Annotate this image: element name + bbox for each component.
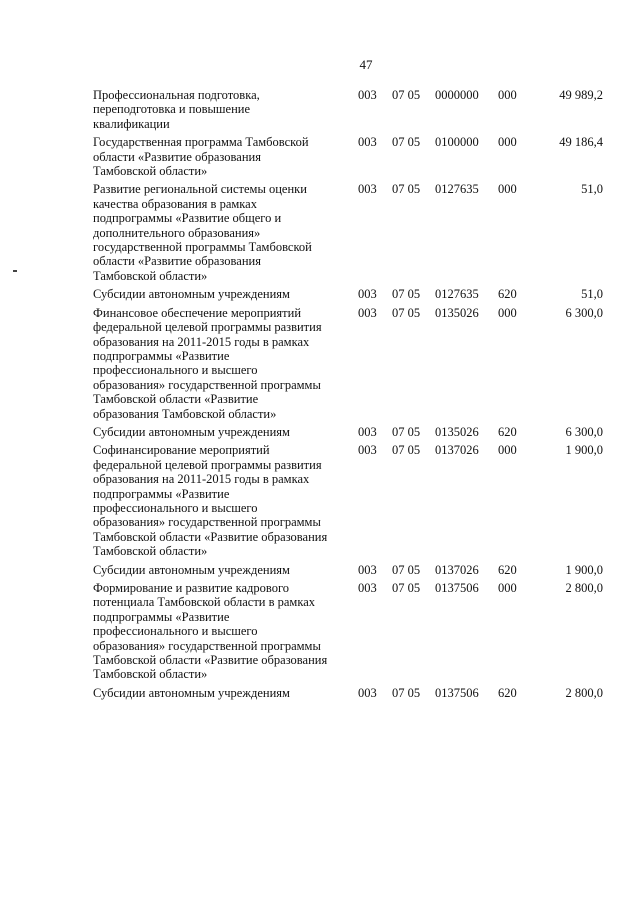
target-article-cell: 0127635 bbox=[435, 182, 479, 197]
ministry-code-cell: 003 bbox=[358, 581, 377, 595]
expense-type-cell: 620 bbox=[498, 287, 517, 302]
expense-type-cell: 620 bbox=[498, 424, 517, 439]
expense-type-cell: 000 bbox=[498, 305, 517, 320]
expense-type-cell: 000 bbox=[498, 88, 517, 102]
target-article-cell: 0135026 bbox=[435, 424, 479, 439]
expense-name-cell: Софинансирование мероприятий федеральной целевой программы развития образования на 2011-2015 годы в рамках подпрограммы «Развитие профессионального и высшего образования» государственной программы Тамбовской области «Развитие образования Тамбовской области» bbox=[93, 443, 328, 559]
margin-mark bbox=[13, 270, 17, 272]
ministry-code-cell: 003 bbox=[358, 305, 377, 320]
ministry-code-cell: 003 bbox=[358, 182, 377, 197]
expense-type-cell: 000 bbox=[498, 443, 517, 458]
expense-type-cell: 000 bbox=[498, 581, 517, 595]
section-code-cell: 07 05 bbox=[392, 135, 421, 150]
section-code-cell: 07 05 bbox=[392, 88, 421, 102]
ministry-code-cell: 003 bbox=[358, 443, 377, 458]
ministry-code-cell: 003 bbox=[358, 287, 377, 302]
amount-cell: 51,0 bbox=[581, 287, 603, 302]
section-code-cell: 07 05 bbox=[392, 581, 421, 595]
target-article-cell: 0137506 bbox=[435, 685, 479, 700]
amount-cell: 49 186,4 bbox=[559, 135, 603, 150]
amount-cell: 2 800,0 bbox=[565, 581, 603, 595]
section-code-cell: 07 05 bbox=[392, 562, 421, 577]
amount-cell: 1 900,0 bbox=[565, 562, 603, 577]
target-article-cell: 0135026 bbox=[435, 305, 479, 320]
ministry-code-cell: 003 bbox=[358, 562, 377, 577]
budget-table bbox=[93, 88, 603, 704]
amount-cell: 6 300,0 bbox=[565, 305, 603, 320]
target-article-cell: 0137506 bbox=[435, 581, 479, 595]
table-row bbox=[93, 563, 603, 577]
expense-type-cell: 000 bbox=[498, 182, 517, 197]
table-row bbox=[93, 581, 603, 682]
ministry-code-cell: 003 bbox=[358, 135, 377, 150]
section-code-cell: 07 05 bbox=[392, 182, 421, 197]
table-row bbox=[93, 425, 603, 439]
table-row bbox=[93, 88, 603, 131]
expense-type-cell: 620 bbox=[498, 562, 517, 577]
expense-name-cell: Развитие региональной системы оценки качества образования в рамках подпрограммы «Развитие общего и дополнительного образования» государственной программы Тамбовской области «Развитие образования Тамбовской области» bbox=[93, 182, 312, 283]
expense-name-cell: Субсидии автономным учреждениям bbox=[93, 562, 290, 577]
amount-cell: 51,0 bbox=[581, 182, 603, 197]
target-article-cell: 0127635 bbox=[435, 287, 479, 302]
table-row bbox=[93, 686, 603, 700]
expense-type-cell: 000 bbox=[498, 135, 517, 150]
amount-cell: 1 900,0 bbox=[565, 443, 603, 458]
expense-type-cell: 620 bbox=[498, 685, 517, 700]
ministry-code-cell: 003 bbox=[358, 685, 377, 700]
page-number: 47 bbox=[359, 57, 373, 72]
section-code-cell: 07 05 bbox=[392, 443, 421, 458]
target-article-cell: 0000000 bbox=[435, 88, 479, 102]
table-row bbox=[93, 135, 603, 178]
section-code-cell: 07 05 bbox=[392, 287, 421, 302]
target-article-cell: 0137026 bbox=[435, 562, 479, 577]
target-article-cell: 0137026 bbox=[435, 443, 479, 458]
expense-name-cell: Субсидии автономным учреждениям bbox=[93, 424, 290, 439]
table-row bbox=[93, 182, 603, 283]
ministry-code-cell: 003 bbox=[358, 88, 377, 102]
expense-name-cell: Формирование и развитие кадрового потенциала Тамбовской области в рамках подпрограммы «Развитие профессионального и высшего образования» государственной программы Тамбовской области «Развитие образования Тамбовской области» bbox=[93, 581, 328, 682]
expense-name-cell: Финансовое обеспечение мероприятий федеральной целевой программы развития образования на 2011-2015 годы в рамках подпрограммы «Развитие профессионального и высшего образования» государственной программы Тамбовской области «Развитие образования Тамбовской области» bbox=[93, 305, 322, 421]
ministry-code-cell: 003 bbox=[358, 424, 377, 439]
amount-cell: 6 300,0 bbox=[565, 424, 603, 439]
table-row bbox=[93, 306, 603, 421]
section-code-cell: 07 05 bbox=[392, 424, 421, 439]
section-code-cell: 07 05 bbox=[392, 305, 421, 320]
expense-name-cell: Профессиональная подготовка, переподготовка и повышение квалификации bbox=[93, 88, 260, 131]
expense-name-cell: Субсидии автономным учреждениям bbox=[93, 287, 290, 302]
amount-cell: 49 989,2 bbox=[559, 88, 603, 102]
amount-cell: 2 800,0 bbox=[565, 685, 603, 700]
table-row bbox=[93, 287, 603, 301]
target-article-cell: 0100000 bbox=[435, 135, 479, 150]
section-code-cell: 07 05 bbox=[392, 685, 421, 700]
table-row bbox=[93, 443, 603, 558]
expense-name-cell: Государственная программа Тамбовской области «Развитие образования Тамбовской области» bbox=[93, 135, 309, 179]
expense-name-cell: Субсидии автономным учреждениям bbox=[93, 685, 290, 700]
